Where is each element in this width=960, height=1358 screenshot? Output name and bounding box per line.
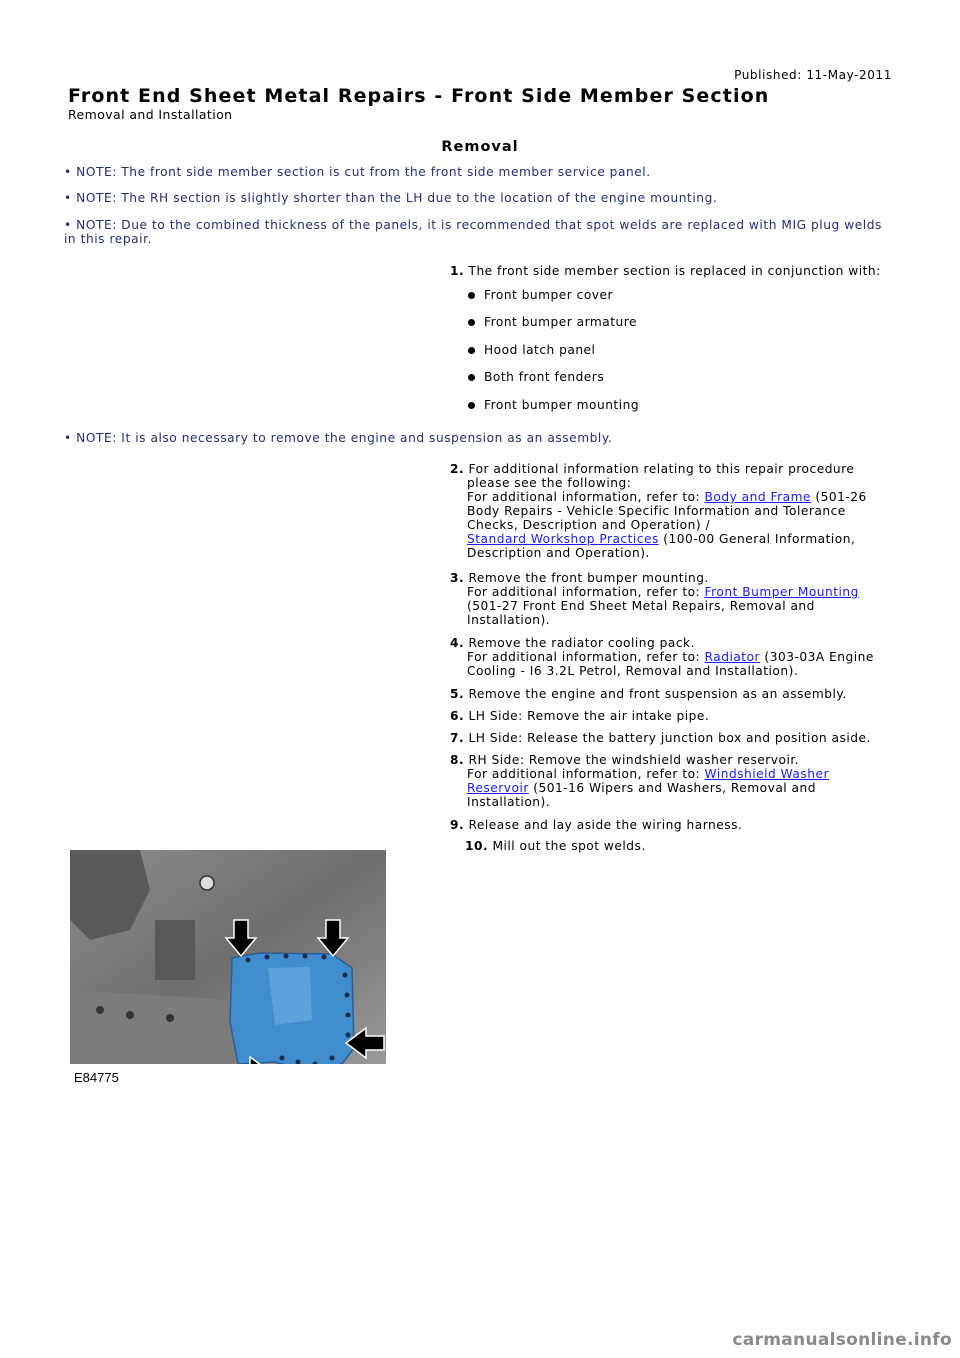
step-number: 6. — [450, 709, 465, 723]
step-2 — [450, 462, 895, 560]
step-6 — [450, 709, 895, 723]
page-subtitle: Removal and Installation — [68, 107, 233, 122]
ref-text: (100-00 General Information, — [658, 532, 856, 546]
step-number: 8. — [450, 753, 465, 767]
side-member-rail — [70, 990, 235, 1064]
step-9 — [450, 818, 895, 832]
bullet-icon — [468, 374, 475, 381]
step-number: 5. — [450, 687, 465, 701]
list-item — [468, 370, 639, 397]
list-item-label: Front bumper mounting — [484, 397, 640, 412]
step-text: Mill out the spot welds. — [492, 839, 646, 853]
list-item-label: Both front fenders — [484, 370, 605, 385]
step-text: RH Side: Remove the windshield washer reservoir. — [468, 753, 800, 767]
step-4 — [450, 636, 895, 678]
step-reference — [450, 650, 895, 664]
bullet-icon — [468, 402, 475, 409]
hole-icon — [96, 1006, 104, 1014]
link-front-bumper-mounting[interactable]: Front Bumper Mounting — [704, 585, 859, 599]
list-item-label: Front bumper cover — [484, 288, 614, 302]
step-number: 4. — [450, 636, 465, 650]
published-date: Published: 11-May-2011 — [734, 68, 892, 82]
bullet-icon — [468, 319, 475, 326]
step-number: 9. — [450, 818, 465, 832]
list-item — [468, 398, 639, 425]
hole-icon — [166, 1014, 174, 1022]
step-text: Checks, Description and Operation) / — [467, 518, 711, 532]
link-windshield-washer-reservoir[interactable]: Windshield Washer — [704, 767, 829, 781]
ref-prefix: For additional information, refer to: — [467, 650, 705, 664]
list-item — [468, 343, 639, 370]
step-number: 2. — [450, 462, 465, 476]
step-text: The front side member section is replaced in conjunction with: — [468, 264, 881, 278]
step-text: Remove the front bumper mounting. — [468, 571, 709, 585]
step-1 — [450, 264, 895, 278]
step-10 — [465, 839, 910, 853]
step-reference — [450, 490, 895, 504]
link-standard-workshop-practices[interactable]: Standard Workshop Practices — [467, 532, 659, 546]
step-text: LH Side: Remove the air intake pipe. — [468, 709, 710, 723]
step-text: For additional information relating to this repair procedure — [468, 462, 855, 476]
step-reference — [450, 585, 895, 599]
step-number: 7. — [450, 731, 465, 745]
step-text: please see the following: — [467, 476, 632, 490]
step-8 — [450, 753, 895, 809]
link-windshield-washer-reservoir-cont[interactable]: Reservoir — [467, 781, 529, 795]
note-2: • NOTE: The RH section is slightly shorter than the LH due to the location of the engine mounting. — [64, 191, 718, 205]
ref-prefix: For additional information, refer to: — [467, 490, 705, 504]
note-1: • NOTE: The front side member section is cut from the front side member service panel. — [64, 165, 651, 179]
note-3: • NOTE: Due to the combined thickness of the panels, it is recommended that spot welds are replaced with MIG plug welds in this repair. — [64, 218, 882, 246]
list-item-label: Hood latch panel — [484, 342, 596, 357]
step-reference — [450, 532, 895, 546]
step-5 — [450, 687, 895, 701]
step-text: Release and lay aside the wiring harness. — [468, 818, 743, 832]
watermark: carmanualsonline.info — [732, 1330, 952, 1350]
step-1-list — [468, 288, 639, 425]
ref-prefix: For additional information, refer to: — [467, 767, 705, 781]
step-text: Remove the engine and front suspension as an assembly. — [468, 687, 847, 701]
section-heading-removal: Removal — [441, 139, 519, 155]
step-number: 3. — [450, 571, 465, 585]
figure-e84775 — [70, 850, 386, 1086]
page-title: Front End Sheet Metal Repairs - Front Side Member Section — [68, 85, 770, 107]
step-text: Installation). — [467, 795, 551, 809]
list-item — [468, 288, 639, 315]
ref-text: (501-26 — [810, 490, 867, 504]
step-number: 10. — [465, 839, 489, 853]
list-item-label: Front bumper armature — [484, 315, 637, 330]
step-reference — [450, 767, 895, 781]
step-text: Cooling - I6 3.2L Petrol, Removal and Installation). — [467, 664, 799, 678]
note-4: • NOTE: It is also necessary to remove the engine and suspension as an assembly. — [64, 431, 613, 445]
step-text: (501-27 Front End Sheet Metal Repairs, Removal and — [467, 599, 815, 613]
step-7 — [450, 731, 895, 745]
step-text: Installation). — [467, 613, 551, 627]
bracket — [155, 920, 195, 980]
spot-weld-illustration — [70, 850, 386, 1086]
step-text: Description and Operation). — [467, 546, 650, 560]
step-3 — [450, 571, 895, 627]
step-number: 1. — [450, 264, 465, 278]
step-text: Body Repairs - Vehicle Specific Information and Tolerance — [467, 504, 846, 518]
panel-highlight — [268, 967, 312, 1025]
list-item — [468, 315, 639, 342]
link-radiator[interactable]: Radiator — [704, 650, 761, 664]
hole-icon — [126, 1011, 134, 1019]
ref-text: (303-03A Engine — [760, 650, 874, 664]
step-reference — [450, 781, 895, 795]
figure-label: E84775 — [74, 1070, 119, 1085]
step-text: Remove the radiator cooling pack. — [468, 636, 695, 650]
ref-text: (501-16 Wipers and Washers, Removal and — [528, 781, 816, 795]
ref-prefix: For additional information, refer to: — [467, 585, 705, 599]
bullet-icon — [468, 292, 475, 299]
link-body-and-frame[interactable]: Body and Frame — [704, 490, 811, 504]
bolt-icon — [200, 876, 214, 890]
step-text: LH Side: Release the battery junction box and position aside. — [468, 731, 871, 745]
bullet-icon — [468, 347, 475, 354]
